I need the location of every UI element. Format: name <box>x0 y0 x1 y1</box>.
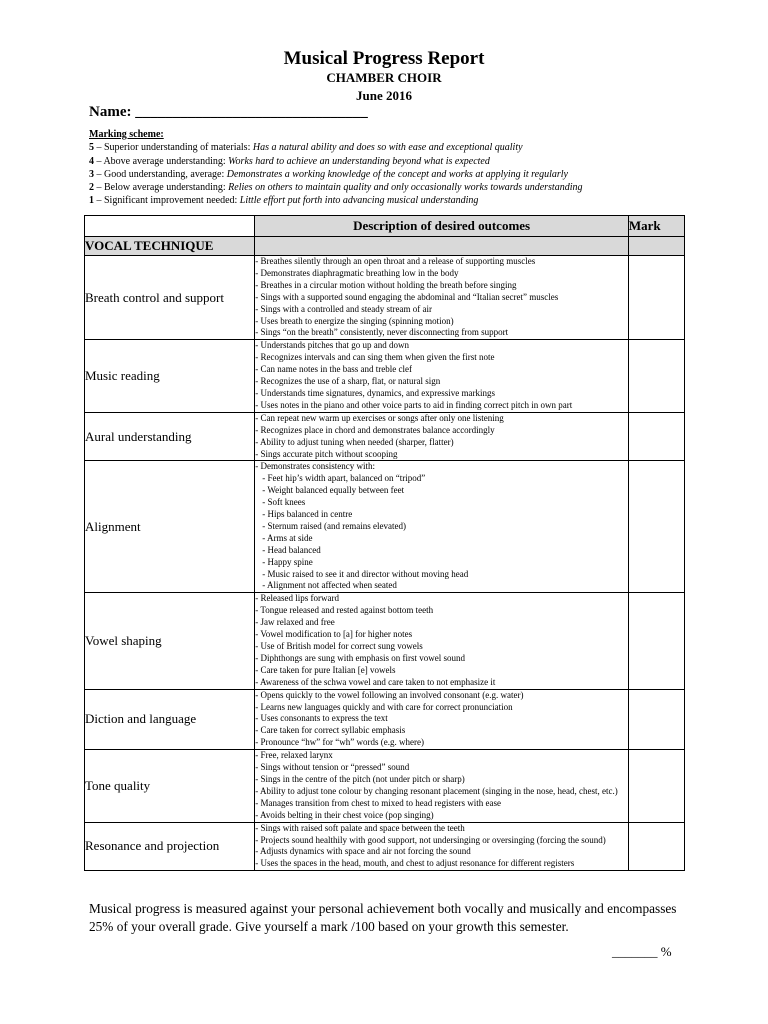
outcome-list <box>255 750 629 822</box>
marking-scheme <box>89 128 689 208</box>
outcome-item: - Free, relaxed larynx <box>255 750 333 761</box>
outcome-item: - Breathes silently through an open throat and a release of supporting muscles <box>255 256 536 266</box>
outcome-item: - Arms at side <box>262 532 313 543</box>
header-mark: Mark <box>628 216 684 237</box>
header-blank-cell <box>85 216 255 237</box>
marking-scheme-heading: Marking scheme: <box>89 129 164 140</box>
outcome-item: - Recognizes the use of a sharp, flat, or natural sign <box>255 376 441 387</box>
outcome-item: - Recognizes place in chord and demonstrates balance accordingly <box>255 424 495 435</box>
outcome-item: - Sings “on the breath” consistently, never disconnecting from support <box>255 327 509 338</box>
outcome-item: - Understands pitches that go up and down <box>255 340 410 351</box>
outcome-list <box>255 412 629 461</box>
section-fill <box>628 237 684 256</box>
mark-cell[interactable] <box>628 340 684 412</box>
table-header-row <box>85 216 685 237</box>
outcome-item: - Opens quickly to the vowel following an involved consonant (e.g. water) <box>255 689 524 700</box>
percent-field[interactable]: _______ % <box>612 944 672 959</box>
marking-item: 2 – Below average understanding: Relies on others to maintain quality and only occasionally works towards understanding <box>89 182 583 194</box>
marking-item: 4 – Above average understanding: Works hard to achieve an understanding beyond what is expected <box>89 155 490 167</box>
category-label: Alignment <box>85 461 255 593</box>
category-label: Music reading <box>85 340 255 412</box>
outcome-item: - Demonstrates diaphragmatic breathing low in the body <box>255 267 459 278</box>
outcome-item: - Tongue released and rested against bottom teeth <box>255 605 434 616</box>
grading-note: Musical progress is measured against your personal achievement both vocally and musically and encompasses 25% of your overall grade. Give yourself a mark /100 based on your growth this semester. <box>89 901 677 934</box>
section-fill <box>255 237 629 256</box>
outcome-item: - Diphthongs are sung with emphasis on first vowel sound <box>255 652 466 663</box>
outcome-item: - Sings in the centre of the pitch (not under pitch or sharp) <box>255 773 465 784</box>
outcome-item: - Recognizes intervals and can sing them when given the first note <box>255 352 495 363</box>
table-row <box>85 412 685 461</box>
table-row <box>85 461 685 593</box>
outcome-item: - Uses consonants to express the text <box>255 713 388 724</box>
mark-cell[interactable] <box>628 689 684 750</box>
outcome-list <box>255 461 629 593</box>
outcome-item: - Uses the spaces in the head, mouth, and chest to adjust resonance for different registers <box>255 858 575 869</box>
table-row <box>85 593 685 689</box>
outcome-item: - Learns new languages quickly and with care for correct pronunciation <box>255 701 513 712</box>
outcomes-table <box>84 215 685 871</box>
outcome-item: - Sings with raised soft palate and space between the teeth <box>255 822 465 833</box>
outcome-item: - Care taken for correct syllabic emphasis <box>255 725 406 736</box>
outcome-item: - Understands time signatures, dynamics, and expressive markings <box>255 387 495 398</box>
category-label: Diction and language <box>85 689 255 750</box>
outcome-item: - Released lips forward <box>255 593 340 604</box>
outcome-list <box>255 340 629 412</box>
outcome-item: - Sings accurate pitch without scooping <box>255 448 398 459</box>
table-row <box>85 340 685 412</box>
report-date: June 2016 <box>356 88 412 103</box>
marking-item: 5 – Superior understanding of materials: Has a natural ability and does so with ease and exceptional quality <box>89 142 523 154</box>
outcome-item: - Sings without tension or “pressed” sound <box>255 762 410 773</box>
outcome-item: - Breathes in a circular motion without holding the breath before singing <box>255 279 517 290</box>
outcome-item: - Adjusts dynamics with space and air not forcing the sound <box>255 846 471 857</box>
mark-cell[interactable] <box>628 750 684 822</box>
mark-cell[interactable] <box>628 822 684 871</box>
outcome-item: - Pronounce “hw” for “wh” words (e.g. where) <box>255 737 424 748</box>
outcome-list <box>255 689 629 750</box>
outcome-item: - Uses breath to energize the singing (spinning motion) <box>255 315 454 326</box>
outcome-item: - Sings with a supported sound engaging the abdominal and “Italian secret” muscles <box>255 291 559 302</box>
report-subtitle: CHAMBER CHOIR <box>326 70 442 85</box>
category-label: Resonance and projection <box>85 822 255 871</box>
category-label: Aural understanding <box>85 412 255 461</box>
outcome-item: - Happy spine <box>262 556 313 567</box>
header-description: Description of desired outcomes <box>255 216 629 237</box>
outcome-item: - Soft knees <box>262 497 306 508</box>
outcome-item: - Jaw relaxed and free <box>255 617 335 628</box>
category-label: Breath control and support <box>85 256 255 340</box>
outcome-item: - Uses notes in the piano and other voice parts to aid in finding correct pitch in own part <box>255 399 573 410</box>
outcome-item: - Manages transition from chest to mixed to head registers with ease <box>255 797 501 808</box>
outcome-item: - Projects sound healthily with good support, not undersinging or oversinging (forcing the sound) <box>255 834 606 845</box>
outcome-item: - Music raised to see it and director without moving head <box>262 568 469 579</box>
section-title: VOCAL TECHNIQUE <box>85 237 255 256</box>
outcome-item: - Alignment not affected when seated <box>262 580 397 591</box>
table-row <box>85 822 685 871</box>
table-row <box>85 750 685 822</box>
outcome-list <box>255 256 629 340</box>
outcome-item: - Vowel modification to [a] for higher notes <box>255 629 413 640</box>
outcome-list <box>255 593 629 689</box>
outcome-item: - Ability to adjust tone colour by changing resonant placement (singing in the nose, head, chest, etc.) <box>255 785 618 796</box>
outcome-item: - Feet hip’s width apart, balanced on “tripod” <box>262 473 426 484</box>
outcome-item: - Demonstrates consistency with: <box>255 461 376 472</box>
outcome-item: - Can repeat new warm up exercises or songs after only one listening <box>255 412 504 423</box>
mark-cell[interactable] <box>628 593 684 689</box>
report-title: Musical Progress Report <box>283 48 485 69</box>
outcome-item: - Head balanced <box>262 544 321 555</box>
outcome-item: - Sternum raised (and remains elevated) <box>262 520 406 531</box>
outcome-item: - Care taken for pure Italian [e] vowels <box>255 664 396 675</box>
mark-cell[interactable] <box>628 256 684 340</box>
outcome-item: - Ability to adjust tuning when needed (sharper, flatter) <box>255 436 454 447</box>
category-label: Tone quality <box>85 750 255 822</box>
mark-cell[interactable] <box>628 412 684 461</box>
outcome-item: - Weight balanced equally between feet <box>262 485 405 496</box>
section-row <box>85 237 685 256</box>
outcome-item: - Avoids belting in their chest voice (pop singing) <box>255 809 434 820</box>
outcome-item: - Sings with a controlled and steady stream of air <box>255 303 432 314</box>
outcome-item: - Can name notes in the bass and treble clef <box>255 364 412 375</box>
name-field[interactable]: Name: _______________________________ <box>89 104 368 120</box>
outcome-item: - Awareness of the schwa vowel and care taken to not emphasize it <box>255 676 496 687</box>
table-row <box>85 256 685 340</box>
outcome-item: - Hips balanced in centre <box>262 509 353 520</box>
table-row <box>85 689 685 750</box>
marking-item: 3 – Good understanding, average: Demonstrates a working knowledge of the concept and works at applying it regularly <box>89 168 568 180</box>
category-label: Vowel shaping <box>85 593 255 689</box>
mark-cell[interactable] <box>628 461 684 593</box>
outcome-item: - Use of British model for correct sung vowels <box>255 641 423 651</box>
outcome-list <box>255 822 629 871</box>
marking-item: 1 – Significant improvement needed: Little effort put forth into advancing musical understanding <box>89 195 479 207</box>
